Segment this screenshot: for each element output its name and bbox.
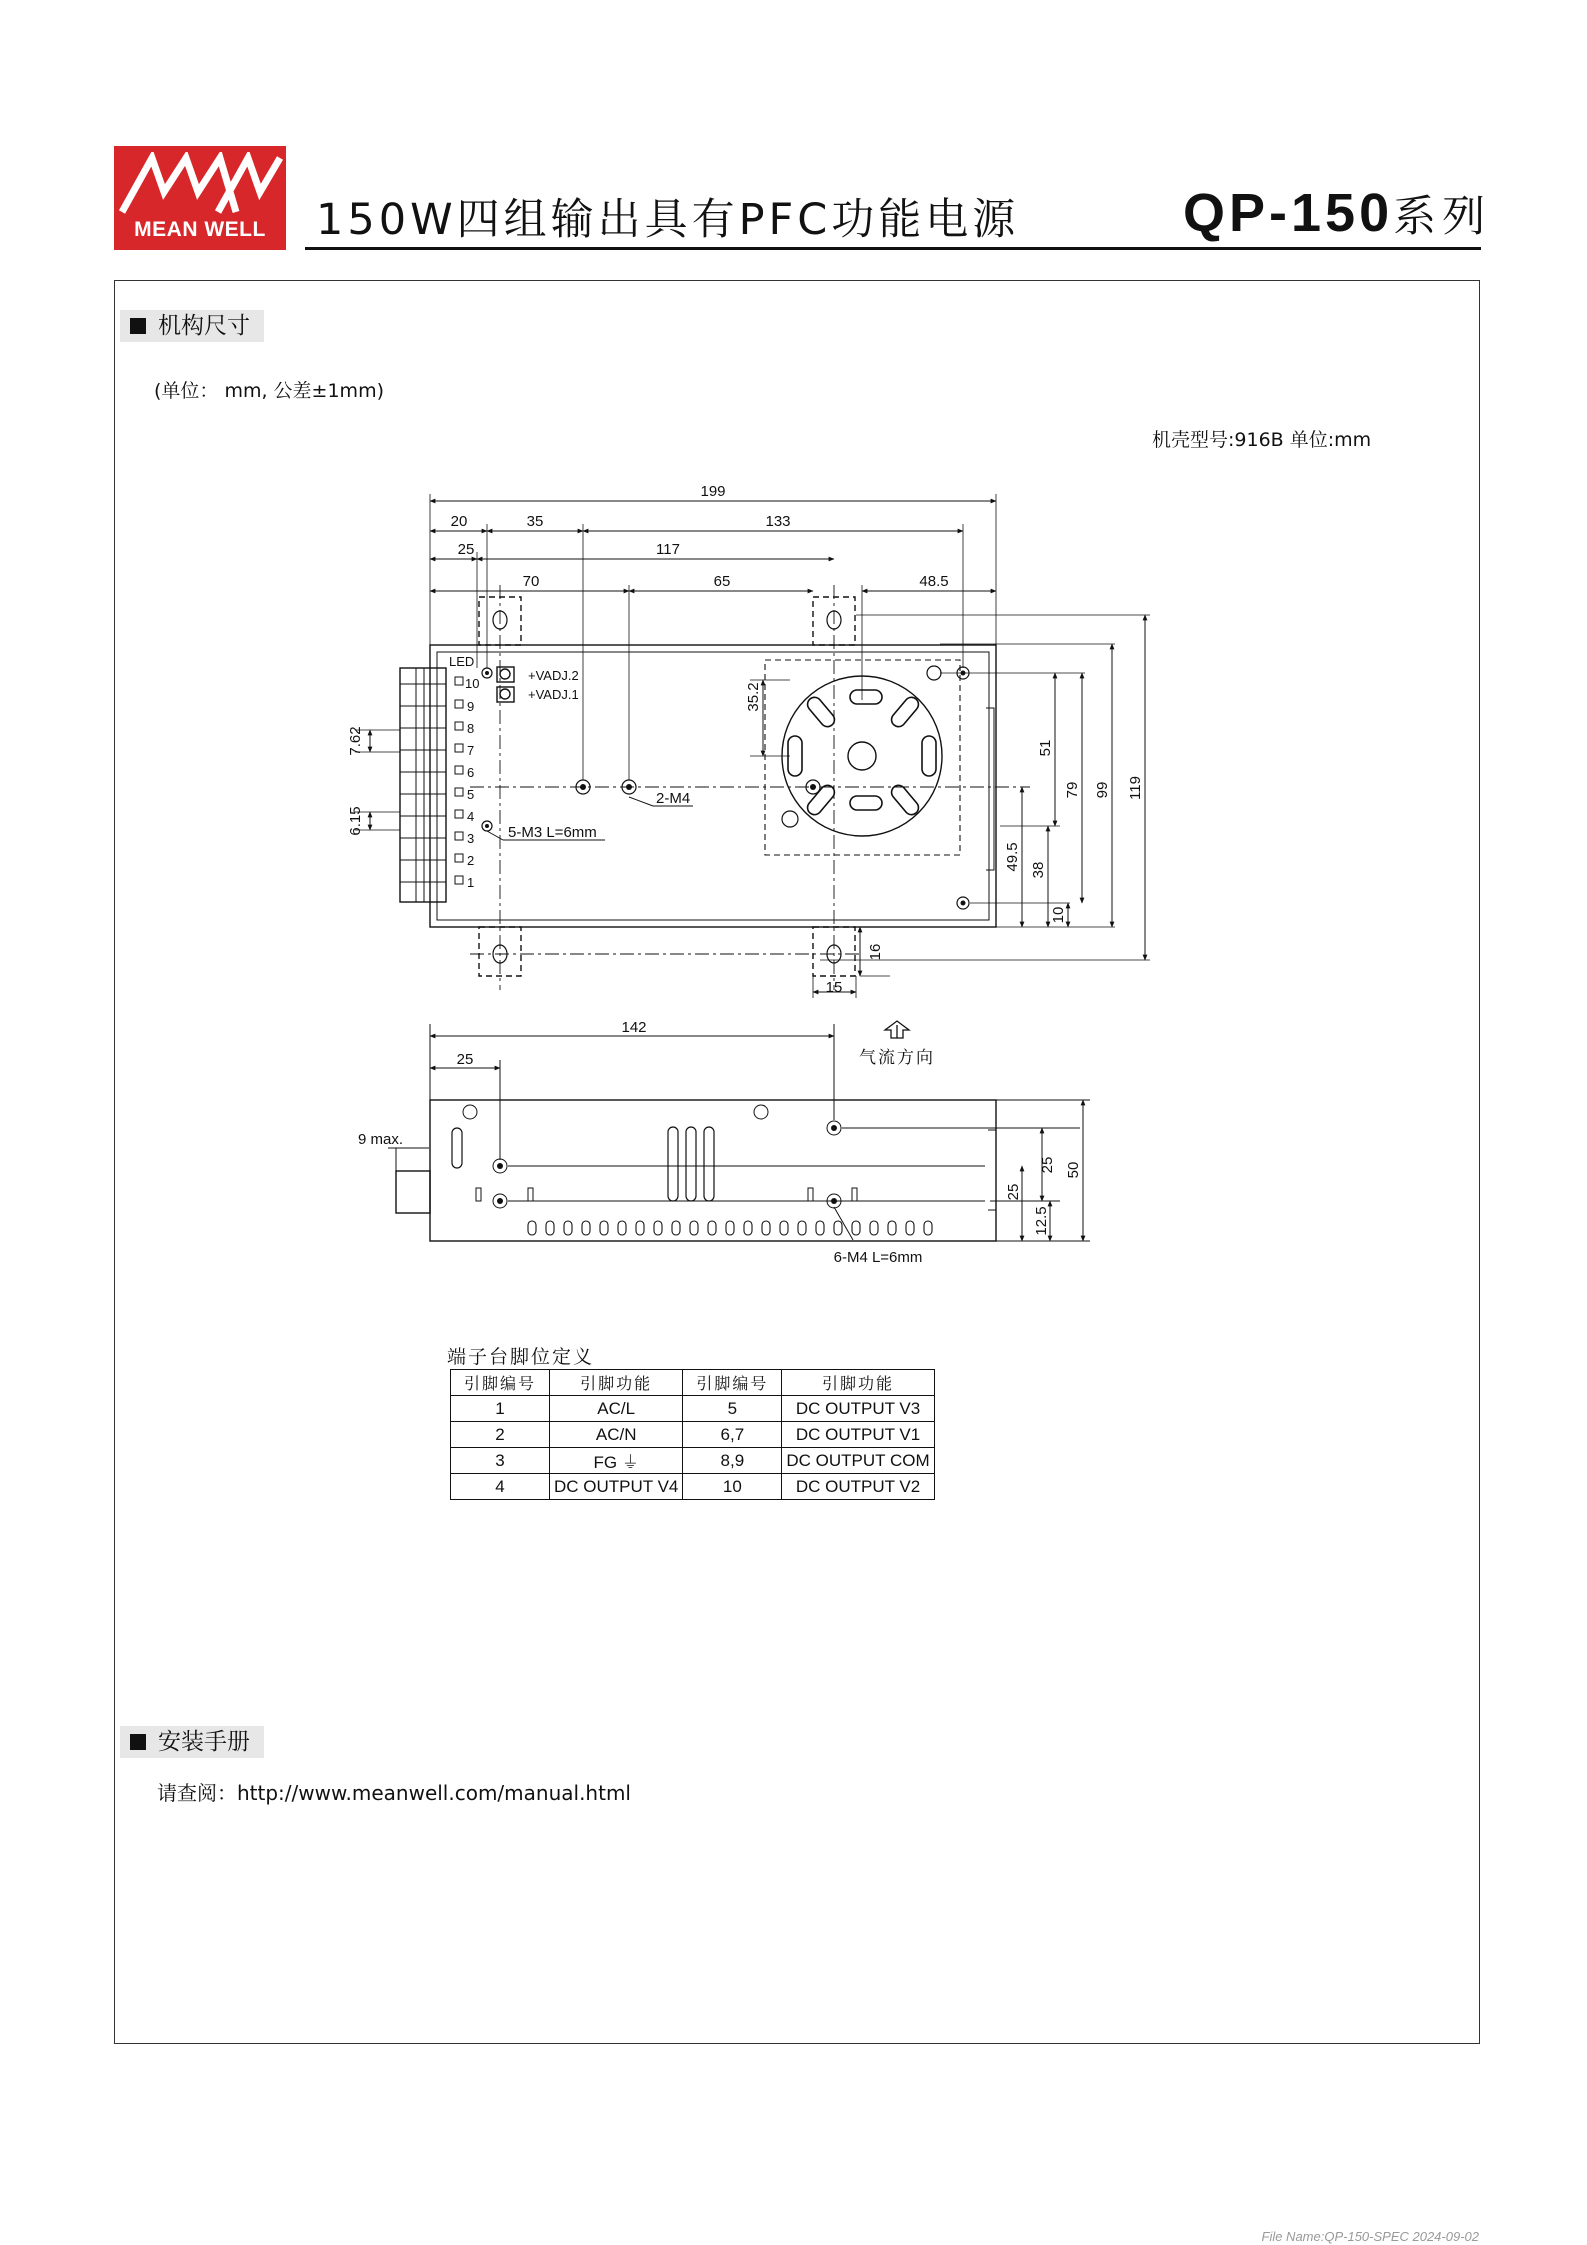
square-bullet-icon: [130, 1734, 146, 1750]
manual-link[interactable]: 请查阅：http://www.meanwell.com/manual.html: [157, 1781, 631, 1805]
svg-text:LED: LED: [449, 654, 475, 669]
series-suffix: 系列: [1393, 192, 1492, 242]
units-note: (单位： mm, 公差±1mm): [154, 380, 384, 402]
svg-text:10: 10: [465, 676, 480, 691]
table-cell: 6,7: [683, 1422, 782, 1448]
svg-text:4: 4: [467, 809, 475, 824]
table-row: [451, 1474, 935, 1500]
svg-text:65: 65: [713, 573, 731, 590]
table-cell: DC OUTPUT V2: [782, 1474, 934, 1500]
logo-text: MEAN WELL: [134, 218, 266, 241]
svg-text:6.15: 6.15: [347, 806, 364, 836]
table-cell: DC OUTPUT V3: [782, 1396, 934, 1422]
svg-text:35.2: 35.2: [745, 682, 762, 712]
svg-text:50: 50: [1065, 1161, 1082, 1179]
case-note: 机壳型号:916B 单位:mm: [1152, 429, 1372, 451]
table-row: [451, 1422, 935, 1448]
svg-text:气流方向: 气流方向: [859, 1048, 935, 1067]
airflow-arrow-icon: [885, 1021, 909, 1038]
svg-text:15: 15: [825, 979, 843, 996]
svg-text:7.62: 7.62: [347, 726, 364, 756]
pin-definition-table: [450, 1369, 935, 1500]
table-cell: DC OUTPUT V4: [550, 1474, 683, 1500]
col-header: 引脚编号: [683, 1370, 782, 1396]
dim-199: 199: [700, 483, 726, 500]
svg-text:142: 142: [621, 1019, 647, 1036]
file-name-footer: File Name:QP-150-SPEC 2024-09-02: [1261, 2229, 1479, 2244]
col-header: 引脚功能: [550, 1370, 683, 1396]
svg-text:5-M3 L=6mm: 5-M3 L=6mm: [508, 824, 597, 841]
svg-text:10: 10: [1050, 906, 1067, 924]
svg-text:8: 8: [467, 721, 475, 736]
svg-text:9: 9: [467, 699, 475, 714]
side-view-labels: [358, 1019, 1082, 1266]
svg-text:133: 133: [765, 513, 791, 530]
svg-text:1: 1: [467, 875, 475, 890]
svg-text:20: 20: [450, 513, 468, 530]
top-view-labels: [347, 483, 1144, 996]
svg-text:16: 16: [867, 943, 884, 961]
table-row: [451, 1396, 935, 1422]
table-cell: 2: [451, 1422, 550, 1448]
svg-text:49.5: 49.5: [1004, 842, 1021, 872]
table-cell: FG ⏚: [550, 1448, 683, 1474]
svg-text:2: 2: [467, 853, 475, 868]
svg-text:6-M4 L=6mm: 6-M4 L=6mm: [833, 1249, 923, 1266]
table-cell: DC OUTPUT V1: [782, 1422, 934, 1448]
section-title: 机构尺寸: [158, 313, 250, 339]
svg-text:25: 25: [457, 541, 475, 558]
table-cell: AC/N: [550, 1422, 683, 1448]
svg-text:2-M4: 2-M4: [656, 790, 691, 807]
table-header-row: [451, 1370, 935, 1396]
svg-text:25: 25: [1005, 1183, 1022, 1201]
svg-text:25: 25: [1039, 1156, 1056, 1174]
top-view: [355, 494, 1150, 998]
svg-text:99: 99: [1094, 781, 1111, 799]
svg-text:51: 51: [1037, 739, 1054, 757]
svg-text:+VADJ.1: +VADJ.1: [528, 687, 579, 702]
svg-text:5: 5: [467, 787, 475, 802]
table-cell: DC OUTPUT COM: [782, 1448, 934, 1474]
svg-text:117: 117: [656, 541, 680, 558]
svg-text:12.5: 12.5: [1033, 1206, 1050, 1236]
svg-text:3: 3: [467, 831, 475, 846]
section-title: 安装手册: [158, 1729, 250, 1755]
col-header: 引脚功能: [782, 1370, 934, 1396]
table-cell: 10: [683, 1474, 782, 1500]
table-cell: 3: [451, 1448, 550, 1474]
table-cell: 1: [451, 1396, 550, 1422]
table-cell: 5: [683, 1396, 782, 1422]
table-cell: 4: [451, 1474, 550, 1500]
table-cell: 8,9: [683, 1448, 782, 1474]
svg-text:119: 119: [1127, 776, 1144, 800]
col-header: 引脚编号: [451, 1370, 550, 1396]
series-model: QP-150: [1183, 183, 1394, 243]
svg-text:38: 38: [1030, 861, 1047, 879]
svg-text:79: 79: [1064, 781, 1081, 799]
svg-text:+VADJ.2: +VADJ.2: [528, 668, 579, 683]
svg-text:70: 70: [522, 573, 540, 590]
svg-text:48.5: 48.5: [919, 573, 949, 590]
section-header-installation: [120, 1726, 264, 1758]
side-view: [388, 1021, 1090, 1241]
table-cell: AC/L: [550, 1396, 683, 1422]
svg-text:7: 7: [467, 743, 475, 758]
svg-text:6: 6: [467, 765, 475, 780]
pin-table-title: 端子台脚位定义: [447, 1346, 595, 1368]
page-title: 150W四组输出具有PFC功能电源: [316, 195, 1020, 245]
svg-text:35: 35: [526, 513, 544, 530]
table-row: [451, 1448, 935, 1474]
svg-text:25: 25: [456, 1051, 474, 1068]
svg-text:9 max.: 9 max.: [357, 1131, 403, 1148]
